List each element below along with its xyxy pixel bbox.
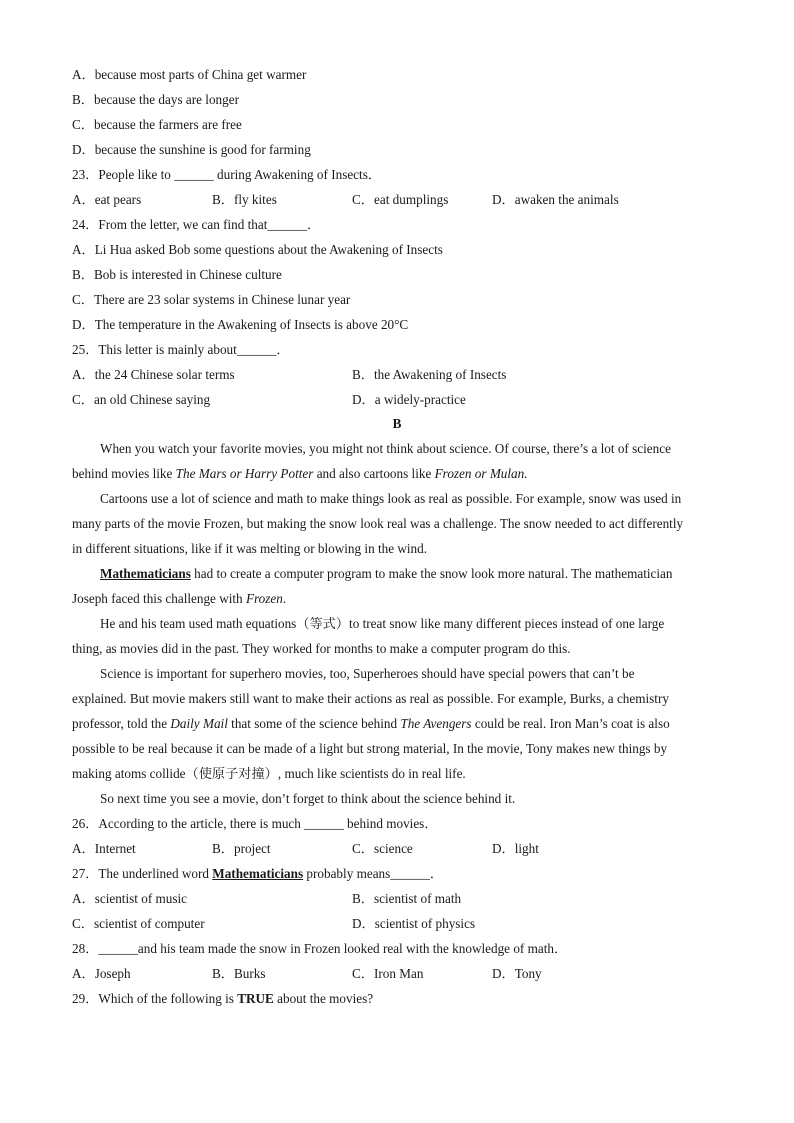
- passage-p5-line4: possible to be real because it can be made of a light but strong material, In the movie, Tony makes new things by: [72, 741, 668, 756]
- passage-p5-line1: Science is important for superhero movies, too, Superheroes should have special powers that can’t be: [100, 666, 635, 681]
- passage-p3-line2: [72, 586, 722, 611]
- q26-option-c: C．science: [352, 841, 413, 856]
- q28-options: [72, 961, 722, 986]
- q23-option-d: D．awaken the animals: [492, 192, 619, 207]
- q24-option-a: A．Li Hua asked Bob some questions about the Awakening of Insects: [72, 242, 443, 257]
- question-27: [72, 861, 722, 886]
- passage-p6-line1: So next time you see a movie, don’t forget to think about the science behind it.: [100, 791, 516, 806]
- q22-option-a: A．because most parts of China get warmer: [72, 67, 307, 82]
- movie-title: The Avengers: [400, 716, 472, 731]
- passage-p4-line2: thing, as movies did in the past. They worked for months to make a computer program do this.: [72, 641, 571, 656]
- passage-p1-line2: [72, 461, 722, 486]
- q22-option-c: C．because the farmers are free: [72, 117, 242, 132]
- q26-option-a: A．Internet: [72, 841, 136, 856]
- q27-option-d: D．scientist of physics: [352, 916, 476, 931]
- passage-p2-line2: many parts of the movie Frozen, but making the snow look real was a challenge. The snow needed to act differently: [72, 516, 684, 531]
- q23-option-c: C．eat dumplings: [352, 192, 449, 207]
- text: probably means______．: [303, 866, 444, 881]
- text: that some of the science behind: [227, 716, 401, 731]
- q24-option-d: D．The temperature in the Awakening of Insects is above 20°C: [72, 317, 409, 332]
- underlined-word: Mathematicians: [212, 866, 304, 881]
- question-24: 24．From the letter, we can find that______．: [72, 217, 321, 232]
- text: about the movies?: [273, 991, 374, 1006]
- q24-option-b: B．Bob is interested in Chinese culture: [72, 267, 282, 282]
- movie-title: The Mars or Harry Potter: [175, 466, 314, 481]
- q25-option-b: B．the Awakening of Insects: [352, 367, 507, 382]
- text: and also cartoons like: [313, 466, 435, 481]
- q24-option-c: C．There are 23 solar systems in Chinese lunar year: [72, 292, 351, 307]
- q27-options-row2: [72, 911, 722, 936]
- publication-title: Daily Mail: [170, 716, 228, 731]
- underlined-word: Mathematicians: [100, 566, 191, 581]
- passage-p3-line1: [72, 561, 722, 586]
- q25-option-a: A．the 24 Chinese solar terms: [72, 367, 235, 382]
- q27-option-c: C．scientist of computer: [72, 916, 205, 931]
- q26-options: [72, 836, 722, 861]
- movie-title: Frozen: [245, 591, 283, 606]
- q23-option-b: B．fly kites: [212, 192, 277, 207]
- section-heading-b: B: [392, 416, 402, 431]
- passage-p5-line5: making atoms collide（使原子对撞）, much like scientists do in real life.: [72, 766, 466, 781]
- text: 27．The underlined word: [72, 866, 213, 881]
- q27-options-row1: [72, 886, 722, 911]
- text: behind movies like: [72, 466, 176, 481]
- passage-p2-line3: in different situations, like if it was melting or blowing in the wind.: [72, 541, 428, 556]
- question-29: [72, 986, 722, 1011]
- q28-option-b: B．Burks: [212, 966, 266, 981]
- question-28: 28．______and his team made the snow in Frozen looked real with the knowledge of math．: [72, 941, 568, 956]
- q25-options-row1: [72, 362, 722, 387]
- q28-option-d: D．Tony: [492, 966, 542, 981]
- q25-option-d: D．a widely-practice: [352, 392, 466, 407]
- text: could be real. Iron Man’s coat is also: [471, 716, 670, 731]
- q28-option-a: A．Joseph: [72, 966, 131, 981]
- q26-option-d: D．light: [492, 841, 539, 856]
- question-23: 23．People like to ______ during Awakening of Insects．: [72, 167, 382, 182]
- q25-option-c: C．an old Chinese saying: [72, 392, 211, 407]
- passage-p1-line1: When you watch your favorite movies, you might not think about science. Of course, there’s a lot of science: [100, 441, 671, 456]
- text: professor, told the: [72, 716, 171, 731]
- passage-p2-line1: Cartoons use a lot of science and math to make things look as real as possible. For example, snow was used in: [100, 491, 682, 506]
- q25-options-row2: [72, 387, 722, 412]
- q23-option-a: A．eat pears: [72, 192, 142, 207]
- question-26: 26．According to the article, there is much ______ behind movies．: [72, 816, 438, 831]
- text: had to create a computer program to make the snow look more natural. The mathematician: [190, 566, 673, 581]
- document-page: [72, 62, 722, 1011]
- text: .: [282, 591, 287, 606]
- q27-option-b: B．scientist of math: [352, 891, 462, 906]
- movie-title: Frozen or Mulan.: [434, 466, 528, 481]
- q26-option-b: B．project: [212, 841, 271, 856]
- passage-p5-line3: [72, 711, 722, 736]
- emphasis: TRUE: [237, 991, 274, 1006]
- q22-option-d: D．because the sunshine is good for farming: [72, 142, 311, 157]
- q22-option-b: B．because the days are longer: [72, 92, 239, 107]
- q27-option-a: A．scientist of music: [72, 891, 188, 906]
- passage-p5-line2: explained. But movie makers still want to make their actions as real as possible. For example, Burks, a chemistry: [72, 691, 669, 706]
- text: 29．Which of the following is: [72, 991, 238, 1006]
- q23-options: [72, 187, 722, 212]
- question-25: 25．This letter is mainly about______．: [72, 342, 290, 357]
- text: Joseph faced this challenge with: [72, 591, 246, 606]
- passage-p4-line1: He and his team used math equations（等式）to treat snow like many different pieces instead of one large: [100, 616, 665, 631]
- q28-option-c: C．Iron Man: [352, 966, 424, 981]
